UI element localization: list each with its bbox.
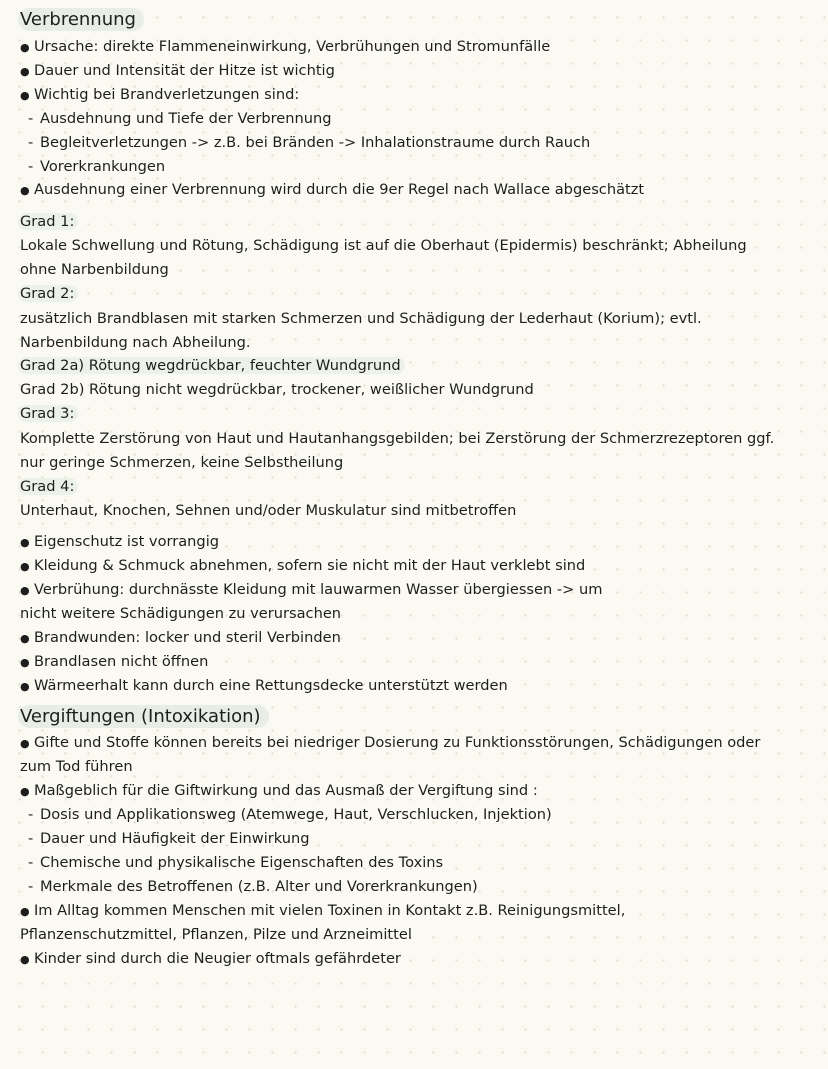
grade-text: nur geringe Schmerzen, keine Selbstheilung: [20, 454, 344, 471]
grade-text: Komplette Zerstörung von Haut und Hautanhangsgebilden; bei Zerstörung der Schmerzrezeptoren ggf.: [20, 430, 775, 447]
list-item: ● Wichtig bei Brandverletzungen sind:: [20, 86, 300, 103]
grade-subtype: Grad 2a) Rötung wegdrückbar, feuchter Wundgrund: [20, 356, 405, 376]
sub-list-item: - Dosis und Applikationsweg (Atemwege, Haut, Verschlucken, Injektion): [28, 806, 552, 823]
list-item: ● Dauer und Intensität der Hitze ist wichtig: [20, 62, 335, 79]
grade-label: Grad 4:: [20, 477, 78, 497]
list-item-continuation: nicht weitere Schädigungen zu verursachen: [20, 605, 342, 622]
list-item: ● Wärmeerhalt kann durch eine Rettungsdecke unterstützt werden: [20, 677, 508, 694]
grade-text: zusätzlich Brandblasen mit starken Schmerzen und Schädigung der Lederhaut (Korium); evtl.: [20, 310, 702, 327]
grade-text: Narbenbildung nach Abheilung.: [20, 334, 251, 351]
sub-list-item: - Begleitverletzungen -> z.B. bei Bränden -> Inhalationstraume durch Rauch: [28, 134, 591, 151]
grade-text: ohne Narbenbildung: [20, 261, 169, 278]
section-title-poisoning: Vergiftungen (Intoxikation): [20, 705, 269, 729]
grade-text: Lokale Schwellung und Rötung, Schädigung ist auf die Oberhaut (Epidermis) beschränkt; Abheilung: [20, 237, 747, 254]
sub-list-item: - Chemische und physikalische Eigenschaften des Toxins: [28, 854, 444, 871]
grade-subtype: Grad 2b) Rötung nicht wegdrückbar, trockener, weißlicher Wundgrund: [20, 381, 534, 398]
sub-list-item: - Ausdehnung und Tiefe der Verbrennung: [28, 110, 332, 127]
sub-list-item: - Merkmale des Betroffenen (z.B. Alter und Vorerkrankungen): [28, 878, 478, 895]
list-item: ● Im Alltag kommen Menschen mit vielen Toxinen in Kontakt z.B. Reinigungsmittel,: [20, 902, 626, 919]
list-item: ● Brandlasen nicht öffnen: [20, 653, 209, 670]
list-item: ● Ursache: direkte Flammeneinwirkung, Verbrühungen und Stromunfälle: [20, 38, 551, 55]
list-item: ● Kinder sind durch die Neugier oftmals gefährdeter: [20, 950, 401, 967]
grade-text: Unterhaut, Knochen, Sehnen und/oder Muskulatur sind mitbetroffen: [20, 502, 517, 519]
list-item: ● Eigenschutz ist vorrangig: [20, 533, 220, 550]
list-item: ● Brandwunden: locker und steril Verbinden: [20, 629, 341, 646]
list-item: ● Kleidung & Schmuck abnehmen, sofern sie nicht mit der Haut verklebt sind: [20, 557, 586, 574]
list-item: ● Verbrühung: durchnässte Kleidung mit lauwarmen Wasser übergiessen -> um: [20, 581, 603, 598]
sub-list-item: - Dauer und Häufigkeit der Einwirkung: [28, 830, 310, 847]
section-title-burns: Verbrennung: [20, 8, 144, 32]
list-item-continuation: zum Tod führen: [20, 758, 133, 775]
grade-label: Grad 3:: [20, 404, 78, 424]
sub-list-item: - Vorerkrankungen: [28, 158, 166, 175]
list-item: ● Gifte und Stoffe können bereits bei niedriger Dosierung zu Funktionsstörungen, Schädigungen oder: [20, 734, 761, 751]
grade-label: Grad 2:: [20, 284, 78, 304]
list-item: ● Ausdehnung einer Verbrennung wird durch die 9er Regel nach Wallace abgeschätzt: [20, 181, 645, 198]
list-item: ● Maßgeblich für die Giftwirkung und das Ausmaß der Vergiftung sind :: [20, 782, 538, 799]
list-item-continuation: Pflanzenschutzmittel, Pflanzen, Pilze und Arzneimittel: [20, 926, 412, 943]
grade-label: Grad 1:: [20, 212, 78, 232]
